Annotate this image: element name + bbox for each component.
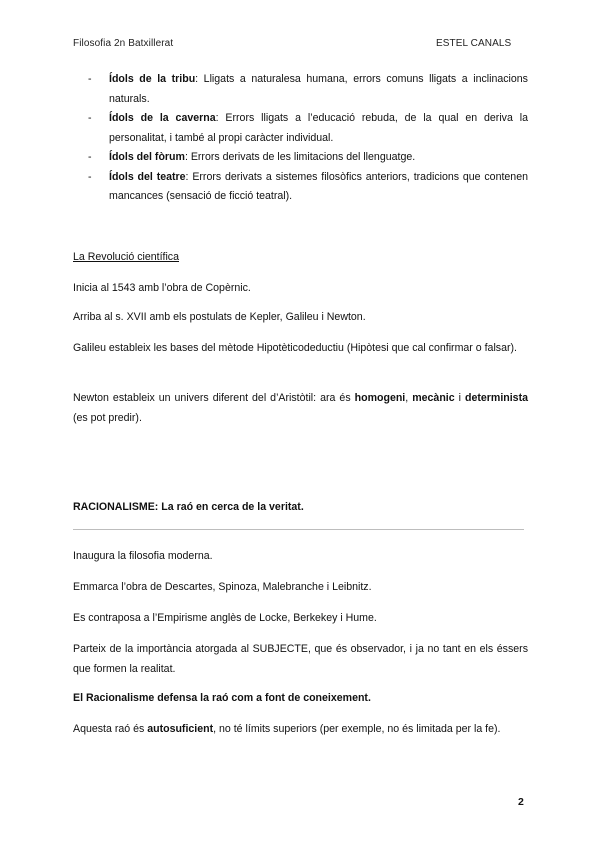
paragraph: Emmarca l’obra de Descartes, Spinoza, Malebranche i Leibnitz. (73, 581, 372, 593)
idol-term: Ídols del teatre (109, 170, 186, 183)
bold-statement: El Racionalisme defensa la raó com a font de coneixement. (73, 692, 371, 704)
paragraph: Arriba al s. XVII amb els postulats de Kepler, Galileu i Newton. (73, 311, 366, 323)
paragraph: Newton estableix un univers diferent del d’Aristòtil: ara és homogeni, mecànic i determinista (es pot predir). (73, 392, 528, 424)
list-item (88, 148, 528, 168)
page-number: 2 (518, 796, 524, 808)
paragraph: Inicia al 1543 amb l’obra de Copèrnic. (73, 282, 251, 294)
bold-term: autosuficient (147, 723, 214, 735)
idol-term: Ídols de la caverna (109, 112, 216, 124)
header-subject: Filosofia 2n Batxillerat (73, 38, 174, 49)
idols-list (88, 70, 528, 207)
dash-bullet: - (88, 151, 92, 163)
header-author: ESTEL CANALS (436, 38, 512, 49)
idol-term: Ídols del fòrum (109, 151, 185, 163)
idol-description: : Errors derivats a sistemes filosòfics anteriors, tradicions que contenen mancances (sensació de ficció teatral). (109, 170, 528, 202)
section-heading-revolucio: La Revolució científica (73, 251, 179, 263)
paragraph: Es contraposa a l’Empirisme anglès de Locke, Berkekey i Hume. (73, 612, 377, 624)
bold-term: homogeni (354, 392, 406, 404)
list-item (88, 70, 528, 109)
list-item (88, 168, 528, 207)
bold-term: determinista (465, 392, 528, 404)
bold-term: mecànic (412, 392, 455, 404)
section-title-racionalisme: RACIONALISME: La raó en cerca de la veritat. (73, 501, 304, 513)
dash-bullet: - (88, 73, 92, 85)
paragraph: Parteix de la importància atorgada al SUBJECTE, que és observador, i ja no tant en els éssers que formen la realitat. (73, 643, 528, 675)
idol-description: : Lligats a naturalesa humana, errors comuns lligats a inclinacions naturals. (109, 73, 528, 105)
idol-description: : Errors derivats de les limitacions del llenguatge. (184, 151, 416, 163)
horizontal-divider (73, 529, 524, 530)
paragraph: Galileu estableix les bases del mètode Hipotèticodeductiu (Hipòtesi que cal confirmar o falsar). (73, 342, 517, 354)
list-item (88, 109, 528, 148)
paragraph: Inaugura la filosofia moderna. (73, 550, 213, 562)
dash-bullet: - (88, 112, 92, 124)
idol-term: Ídols de la tribu (109, 73, 196, 85)
idol-description: : Errors lligats a l’educació rebuda, de la qual en deriva la personalitat, i també al propi caràcter individual. (109, 112, 528, 144)
dash-bullet: - (88, 170, 92, 183)
paragraph: Aquesta raó és autosuficient, no té límits superiors (per exemple, no és limitada per la fe). (73, 723, 501, 735)
